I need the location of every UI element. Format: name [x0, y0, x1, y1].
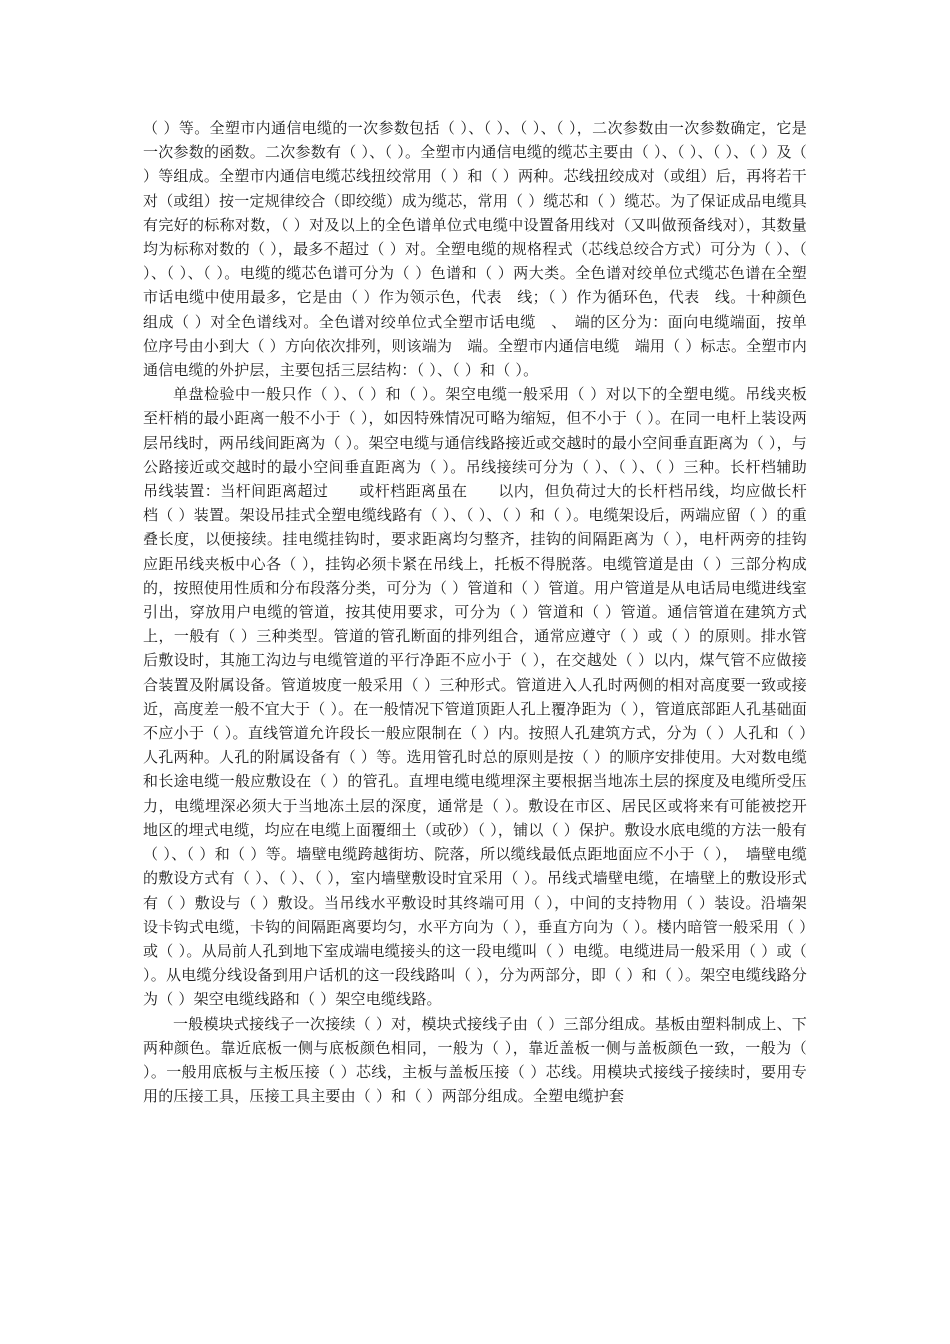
document-page [143, 116, 807, 1108]
paragraph-1: （ ）等。全塑市内通信电缆的一次参数包括（ ）、（ ）、（ ）、（ ），二次参数由一次参数确定，它是一次参数的函数。二次参数有（ ）、（ ）。全塑市内通信电缆的缆芯主要由（ ）、（ ）、（ ）、（ ）及（ ）等组成。全塑市内通信电缆芯线扭绞常用（ ）和（ ）两种。芯线扭绞成对（或组）后，再将若干对（或组）按一定规律绞合（即绞缆）成为缆芯，常用（ ）缆芯和（ ）缆芯。为了保证成品电缆具有完好的标称对数，（ ）对及以上的全色谱单位式电缆中设置备用线对（又叫做预备线对），其数量均为标称对数的（ ），最多不超过（ ）对。全塑电缆的规格程式（芯线总绞合方式）可分为（ ）、（ ）、（ ）、（ ）。电缆的缆芯色谱可分为（ ）色谱和（ ）两大类。全色谱对绞单位式缆芯色谱在全塑市话电缆中使用最多，它是由（ ）作为领示色，代表 线；（ ）作为循环色，代表 线。十种颜色组成（ ）对全色谱线对。全色谱对绞单位式全塑市话电缆 、 端的区分为：面向电缆端面，按单位序号由小到大（ ）方向依次排列，则该端为 端。全塑市内通信电缆 端用（ ）标志。全塑市内通信电缆的外护层，主要包括三层结构：（ ）、（ ）和（ ）。 [143, 119, 807, 380]
paragraph-3: 一般模块式接线子一次接续（ ）对，模块式接线子由（ ）三部分组成。基板由塑料制成上、下两种颜色。靠近底板一侧与底板颜色相同，一般为（ ），靠近盖板一侧与盖板颜色一致，一般为（ ）。一般用底板与主板压接（ ）芯线，主板与盖板压接（ ）芯线。用模块式接线子接续时，要用专用的压接工具，压接工具主要由（ ）和（ ）两部分组成。全塑电缆护套 [143, 1014, 807, 1106]
paragraph-2: 单盘检验中一般只作（ ）、（ ）和（ ）。架空电缆一般采用（ ）对以下的全塑电缆。吊线夹板至杆梢的最小距离一般不小于（ ），如因特殊情况可略为缩短，但不小于（ ）。在同一电杆上装设两层吊线时，两吊线间距离为（ ）。架空电缆与通信线路接近或交越时的最小空间垂直距离为（ ），与公路接近或交越时的最小空间垂直距离为（ ）。吊线接续可分为（ ）、（ ）、（ ）三种。长杆档辅助吊线装置：当杆间距离超过 或杆档距离虽在 以内，但负荷过大的长杆档吊线，均应做长杆档（ ）装置。架设吊挂式全塑电缆线路有（ ）、（ ）、（ ）和（ ）。电缆架设后，两端应留（ ）的重叠长度，以便接续。挂电缆挂钩时，要求距离均匀整齐，挂钩的间隔距离为（ ），电杆两旁的挂钩应距吊线夹板中心各（ ），挂钩必须卡紧在吊线上，托板不得脱落。电缆管道是由（ ）三部分构成的，按照使用性质和分布段落分类，可分为（ ）管道和（ ）管道。用户管道是从电话局电缆进线室引出，穿放用户电缆的管道，按其使用要求，可分为（ ）管道和（ ）管道。通信管道在建筑方式上，一般有（ ）三种类型。管道的管孔断面的排列组合，通常应遵守（ ）或（ ）的原则。排水管后敷设时，其施工沟边与电缆管道的平行净距不应小于（ ），在交越处（ ）以内，煤气管不应做接合装置及附属设备。管道坡度一般采用（ ）三种形式。管道进入人孔时两侧的相对高度要一致或接近，高度差一般不宜大于（ ）。在一般情况下管道顶距人孔上覆净距为（ ），管道底部距人孔基础面不应小于（ ）。直线管道允许段长一般应限制在（ ）内。按照人孔建筑方式，分为（ ）人孔和（ ）人孔两种。人孔的附属设备有（ ）等。选用管孔时总的原则是按（ ）的顺序安排使用。大对数电缆和长途电缆一般应敷设在（ ）的管孔。直埋电缆电缆埋深主要根据当地冻土层的探度及电缆所受压力，电缆埋深必须大于当地冻土层的深度，通常是（ ）。敷设在市区、居民区或将来有可能被挖开地区的埋式电缆，均应在电缆上面覆细土（或砂）（ ），铺以（ ）保护。敷设水底电缆的方法一般有（ ）、（ ）和（ ）等。墙壁电缆跨越街坊、院落，所以缆线最低点距地面应不小于（ ）， 墙壁电缆的敷设方式有（ ）、（ ）、（ ），室内墙壁敷设时宜采用（ ）。吊线式墙壁电缆，在墙壁上的敷设形式有（ ）敷设与（ ）敷设。当吊线水平敷设时其终端可用（ ），中间的支持物用（ ）装设。沿墙架设卡钩式电缆，卡钩的间隔距离要均匀，水平方向为（ ），垂直方向为（ ）。楼内暗管一般采用（ ）或（ ）。从局前人孔到地下室成端电缆接头的这一段电缆叫（ ）电缆。电缆进局一般采用（ ）或（ ）。从电缆分线设备到用户话机的这一段线路叫（ ），分为两部分，即（ ）和（ ）。架空电缆线路分为（ ）架空电缆线路和（ ）架空电缆线路。 [143, 385, 807, 1009]
